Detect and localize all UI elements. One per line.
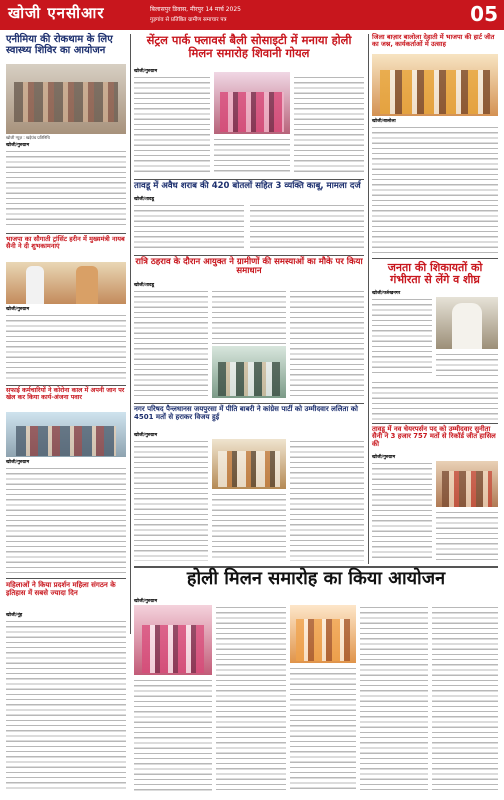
story-commissioner-byline: खोजी/तावडू	[134, 283, 155, 288]
newspaper-name: खोजी एनसीआर	[8, 4, 105, 22]
story-grievance-body-2	[436, 352, 498, 377]
story-holi-society-byline: खोजी/गुरुग्राम	[134, 69, 158, 74]
column-rule	[368, 34, 369, 564]
story-liquor-body-2	[250, 203, 364, 251]
story-women-body	[6, 619, 126, 791]
story-chairperson-body-1	[372, 461, 432, 561]
story-holi-society-photo	[214, 72, 290, 134]
story-bjp-win-photo	[372, 54, 498, 116]
story-holi-milan-body-2	[216, 605, 286, 792]
story-cm-headline: भाजपा का सौगाती ट्रांसिंट हरीन में मुख्यमंत्री नायब सैनी ने दी शुभकामनाएं	[6, 235, 125, 251]
story-holi-milan-body-1	[134, 678, 212, 792]
story-cm-byline: खोजी/गुरुग्राम	[6, 307, 30, 312]
story-bjp-win-headline: जिला बाज़ार बालोला देहाती में भाजपा की हार्ट जीत का जश्न, कार्यकर्ताओं में उत्साह	[372, 33, 495, 49]
story-liquor-headline: तावडू में अवैध शराब की 420 बोतलों सहित 3 व्यक्ति काबू, मामला दर्ज	[134, 181, 361, 191]
story-council-photo	[212, 439, 286, 489]
story-grievance-photo	[436, 297, 498, 349]
divider	[6, 233, 126, 234]
divider	[6, 578, 126, 579]
story-council-body-2	[212, 492, 286, 561]
column-rule	[130, 34, 131, 634]
story-council-byline: खोजी/गुरुग्राम	[134, 433, 158, 438]
story-sanitation-body	[6, 466, 126, 574]
story-holi-milan-body-4	[360, 605, 428, 792]
story-chairperson-byline: खोजी/गुरुग्राम	[372, 455, 396, 460]
story-commissioner-body-1	[134, 289, 208, 399]
divider	[372, 258, 498, 259]
divider	[134, 255, 364, 256]
story-holi-milan-photo-2	[290, 605, 356, 663]
story-holi-society-body-2	[214, 137, 290, 175]
story-holi-milan-byline: खोजी/गुरुग्राम	[134, 599, 158, 604]
tagline: गुड़गांव से प्रतिष्ठित ग्रामीण समाचार पत्र	[150, 17, 227, 23]
story-anemia-headline: एनीमिया की रोकथाम के लिए स्वास्थ्य शिविर का आयोजन	[6, 34, 113, 56]
story-chairperson-body-2	[436, 510, 498, 561]
story-cm-photo	[6, 262, 126, 304]
story-anemia-caption: खोजी न्यूज़ : खड़ेपंच प्रतिनिधि	[6, 135, 50, 140]
story-women-byline: खोजी/नूंह	[6, 613, 23, 618]
story-anemia-byline: खोजी/गुरुग्राम	[6, 143, 30, 148]
story-holi-society-headline: सेंट्रल पार्क फ्लावर्स बैली सोसाइटी में मनाया होली मिलन समारोह शिवानी गोयल	[146, 33, 352, 60]
story-liquor-body-1	[134, 203, 244, 251]
story-grievance-body-3	[372, 380, 498, 420]
story-council-body-1	[134, 439, 208, 561]
story-liquor-byline: खोजी/तावडू	[134, 197, 155, 202]
story-sanitation-photo	[6, 412, 126, 457]
story-women-headline: महिलाओं ने किया प्रदर्शन महिला संगठन के इतिहास में सबसे ज्यादा दिन	[6, 581, 116, 597]
story-commissioner-headline: रात्रि ठहराव के दौरान आयुक्त ने ग्रामीणों की समस्याओं का मौके पर किया समाधान	[135, 257, 363, 277]
story-cm-body	[6, 313, 126, 381]
divider	[6, 385, 126, 386]
story-council-headline: नगर परिषद पैन्लधानस जयपुरसा में पीति बाबरी ने कांग्रेस पार्टी को उम्मीदवार ललिता को 4501 मतों से हराकर विजय हुई	[134, 405, 358, 421]
story-anemia	[6, 34, 126, 56]
story-holi-milan-headline: होली मिलन समारोह का किया आयोजन	[186, 568, 446, 589]
story-holi-milan-photo-1	[134, 605, 212, 675]
divider	[134, 403, 364, 404]
story-holi-society-body-1	[134, 75, 210, 175]
story-bjp-win-byline: खोजी/बालोला	[372, 119, 396, 124]
page-number: 05	[470, 2, 498, 26]
story-chairperson-photo	[436, 461, 498, 507]
masthead	[0, 0, 504, 30]
story-holi-society-body-3	[294, 75, 364, 175]
story-chairperson-headline: तावडू में नव चेयरपर्सन पद को उम्मीदवार सुनीता सैनी ने 3 हजार 757 मतों से रिकॉर्ड जीत हासिल की	[372, 425, 496, 448]
story-commissioner-photo	[212, 346, 286, 398]
story-holi-milan-body-3	[290, 666, 356, 792]
story-anemia-photo	[6, 64, 126, 134]
story-bjp-win-body	[372, 125, 498, 255]
issue-date: बिलासपुर डिवास, मीरपुर 14 मार्च 2025	[150, 6, 241, 13]
story-anemia-body	[6, 149, 126, 229]
story-holi-milan-body-5	[432, 605, 498, 792]
story-grievance-headline: जनता की शिकायतों को गंभीरता से लेंगे व शीघ्र	[387, 261, 483, 287]
story-commissioner-body-2	[212, 289, 286, 344]
story-sanitation-headline: सफाई कर्मचारियों ने कोरोना काल में अपनी जान पर खेल कर किया कार्य-अंजना पवार	[6, 387, 125, 401]
story-commissioner-body-3	[290, 289, 364, 399]
story-council-body-3	[290, 439, 364, 561]
story-grievance-body-1	[372, 297, 432, 377]
story-sanitation-byline: खोजी/गुरुग्राम	[6, 460, 30, 465]
story-grievance-byline: खोजी/फर्रुखनगर	[372, 291, 401, 296]
divider	[134, 179, 364, 180]
divider	[372, 423, 498, 424]
